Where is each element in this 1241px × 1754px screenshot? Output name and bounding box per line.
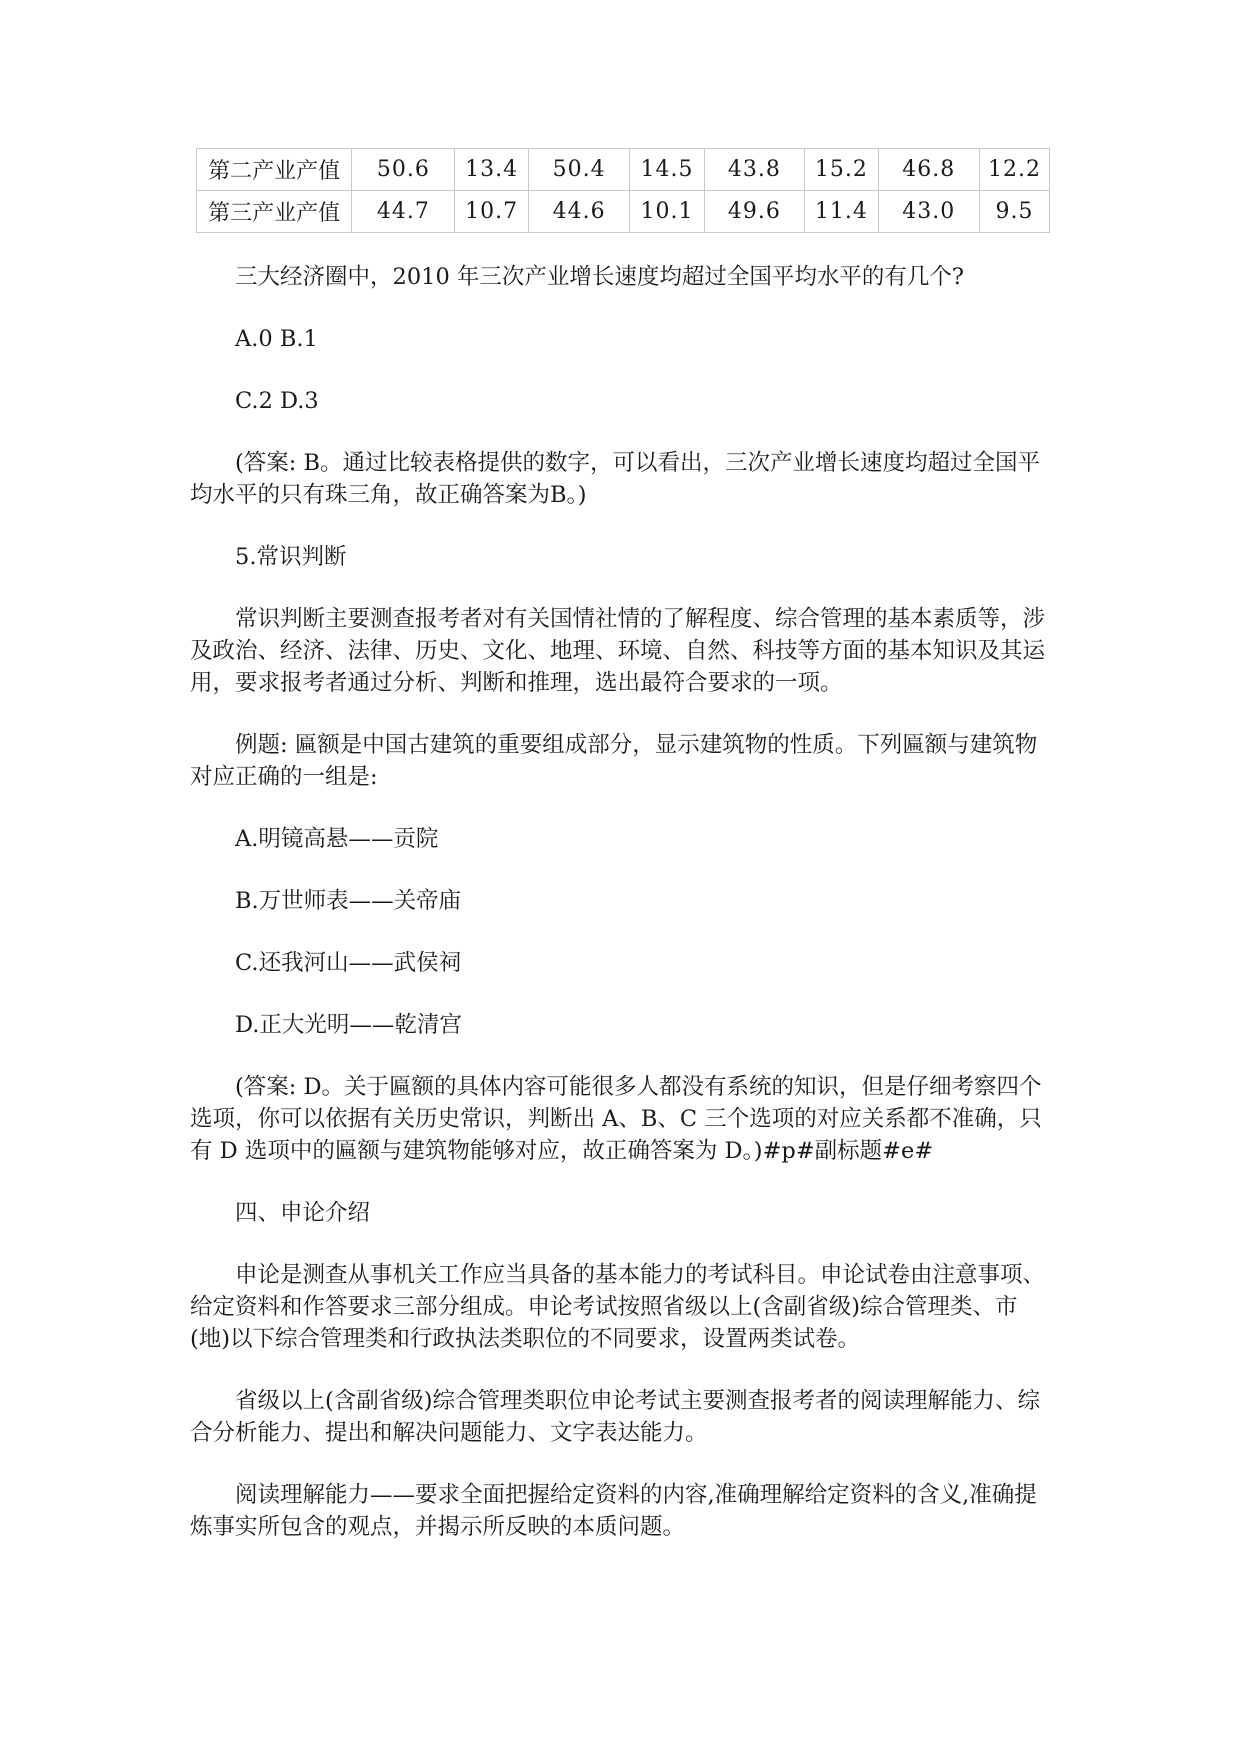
table-cell: 43.8	[704, 149, 804, 191]
industry-output-table	[196, 148, 1050, 233]
table-cell: 14.5	[630, 149, 704, 191]
options-cd: C.2 D.3	[235, 388, 319, 414]
answer-explanation: (答案: B。通过比较表格提供的数字，可以看出，三次产业增长速度均超过全国平均水平的只有珠三角，故正确答案为B。)	[190, 450, 1041, 508]
table-cell: 44.6	[528, 191, 629, 233]
table-cell: 12.2	[979, 149, 1049, 191]
table-cell: 11.4	[805, 191, 879, 233]
table-cell: 50.6	[352, 149, 455, 191]
table-cell: 13.4	[455, 149, 529, 191]
options-ab: A.0 B.1	[235, 326, 318, 352]
document-page	[190, 148, 1050, 1543]
option-c: C.还我河山——武侯祠	[235, 950, 462, 976]
section-heading: 5.常识判断	[235, 544, 347, 570]
table-cell: 15.2	[805, 149, 879, 191]
table-cell: 10.7	[455, 191, 529, 233]
option-b: B.万世师表——关帝庙	[235, 888, 462, 914]
section-description: 常识判断主要测查报考者对有关国情社情的了解程度、综合管理的基本素质等，涉及政治、经济、法律、历史、文化、地理、环境、自然、科技等方面的基本知识及其运用，要求报考者通过分析、判断和推理，选出最符合要求的一项。	[190, 606, 1046, 696]
table-row	[197, 191, 1050, 233]
row-label: 第二产业产值	[197, 149, 352, 191]
question-text: 三大经济圈中，2010 年三次产业增长速度均超过全国平均水平的有几个?	[235, 264, 964, 290]
table-cell: 46.8	[878, 149, 979, 191]
example-question: 例题: 匾额是中国古建筑的重要组成部分，显示建筑物的性质。下列匾额与建筑物对应正确的一组是:	[190, 732, 1038, 790]
section-description: 申论是测查从事机关工作应当具备的基本能力的考试科目。申论试卷由注意事项、给定资料和作答要求三部分组成。申论考试按照省级以上(含副省级)综合管理类、市(地)以下综合管理类和行政执法类职位的不同要求，设置两类试卷。	[190, 1262, 1046, 1352]
option-a: A.明镜高悬——贡院	[235, 826, 439, 852]
option-d: D.正大光明——乾清宫	[235, 1012, 462, 1038]
table-cell: 10.1	[630, 191, 704, 233]
table-cell: 9.5	[979, 191, 1049, 233]
section-description: 阅读理解能力——要求全面把握给定资料的内容,准确理解给定资料的含义,准确提炼事实所包含的观点，并揭示所反映的本质问题。	[190, 1482, 1037, 1540]
section-heading: 四、申论介绍	[235, 1200, 371, 1226]
answer-explanation: (答案: D。关于匾额的具体内容可能很多人都没有系统的知识，但是仔细考察四个选项，你可以依据有关历史常识，判断出 A、B、C 三个选项的对应关系都不准确，只有 D 选项中的匾额与建筑物能够对应，故正确答案为 D。)#p#副标题#e#	[190, 1074, 1042, 1164]
table-cell: 43.0	[878, 191, 979, 233]
table-cell: 44.7	[352, 191, 455, 233]
row-label: 第三产业产值	[197, 191, 352, 233]
section-description: 省级以上(含副省级)综合管理类职位申论考试主要测查报考者的阅读理解能力、综合分析能力、提出和解决问题能力、文字表达能力。	[190, 1388, 1041, 1446]
table-row	[197, 149, 1050, 191]
table-cell: 50.4	[528, 149, 629, 191]
table-cell: 49.6	[704, 191, 804, 233]
